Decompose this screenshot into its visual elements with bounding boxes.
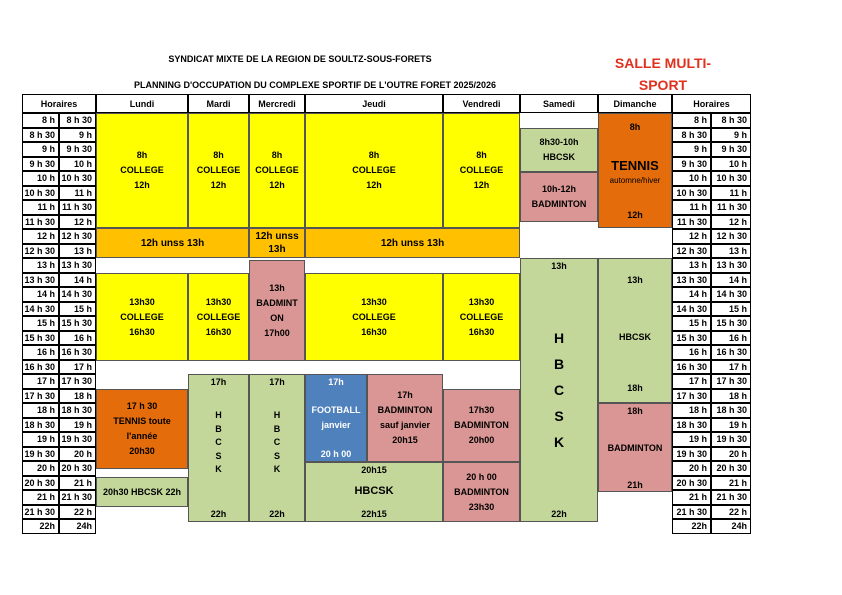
time-cell-left: 18 h 30: [59, 403, 96, 418]
time-cell-right: 12 h: [672, 229, 711, 244]
header-mardi: Mardi: [188, 94, 249, 113]
block-end: 23h30: [468, 501, 495, 512]
block-start: 13h: [551, 261, 567, 271]
letter: S: [215, 450, 222, 461]
block-end: 22h15: [361, 509, 387, 519]
block-end: 12h: [210, 180, 227, 190]
block-start: 17h30: [468, 405, 495, 415]
letter: C: [215, 437, 222, 447]
jeudi-hbcsk: [305, 462, 443, 522]
block-label: BADMINTON: [454, 420, 509, 430]
time-cell-right: 19 h: [711, 418, 751, 433]
letter: K: [215, 464, 222, 474]
block-end: 16h30: [205, 326, 232, 337]
block-end: 21h: [627, 480, 643, 490]
lundi-mardi-unss: [96, 228, 249, 258]
salle-line1: SALLE MULTI-: [614, 55, 712, 71]
block-end: 18h: [627, 383, 643, 393]
block-label: COLLEGE: [120, 165, 164, 175]
time-cell-left: 17 h 30: [59, 374, 96, 389]
time-cell-left: 17 h: [22, 374, 59, 389]
time-cell-right: 19 h 30: [711, 432, 751, 447]
time-cell-left: 12 h 30: [22, 244, 59, 259]
time-cell-right: 13 h: [711, 244, 751, 259]
block-label: TENNIS toute: [113, 416, 171, 426]
block-end: 12h: [269, 180, 285, 190]
time-cell-left: 18 h 30: [22, 418, 59, 433]
samedi-hbcsk-pm: [520, 258, 598, 522]
block-label: HBCSK: [354, 485, 394, 497]
salle-line2: SPORT: [638, 77, 688, 93]
block-start: 8h: [629, 122, 641, 132]
planning-grid: [22, 94, 751, 538]
block-label: 12h unss 13h: [140, 237, 205, 249]
block-sub: sauf janvier: [379, 420, 431, 430]
time-cell-right: 14 h: [672, 287, 711, 302]
time-cell-right: 20 h: [711, 447, 751, 462]
block-end: 12h: [134, 180, 150, 190]
time-cell-right: 18 h 30: [672, 418, 711, 433]
vendredi-badminton-2: [443, 462, 520, 522]
time-cell-left: 10 h 30: [59, 171, 96, 186]
samedi-badminton-am: [520, 172, 598, 222]
block-end: 16h30: [361, 326, 387, 337]
time-cell-left: 8 h: [22, 113, 59, 128]
header-vendredi: Vendredi: [443, 94, 520, 113]
block-label: BADMINTON: [607, 443, 663, 453]
vendredi-college-pm: [443, 273, 520, 361]
samedi-hbcsk-am: [520, 128, 598, 172]
mercredi-badminton-pm: [249, 260, 305, 361]
block-start: 8h: [213, 150, 224, 160]
block-start: 20h15: [361, 465, 387, 475]
time-cell-right: 21 h: [711, 476, 751, 491]
time-cell-left: 14 h: [22, 287, 59, 302]
time-cell-left: 9 h: [22, 142, 59, 157]
time-cell-right: 15 h: [672, 316, 711, 331]
time-cell-right: 10 h 30: [711, 171, 751, 186]
block-label: FOOTBALL: [311, 405, 361, 415]
time-cell-left: 10 h: [22, 171, 59, 186]
block-label: COLLEGE: [352, 165, 396, 175]
time-cell-right: 11 h: [672, 200, 711, 215]
time-cell-left: 13 h 30: [22, 273, 59, 288]
letter: B: [215, 423, 222, 434]
salle-title: [603, 52, 723, 96]
lundi-tennis: [96, 389, 188, 469]
time-cell-left: 15 h: [59, 302, 96, 317]
dimanche-tennis: [598, 113, 672, 228]
header-jeudi: Jeudi: [305, 94, 443, 113]
time-cell-left: 15 h 30: [22, 331, 59, 346]
time-cell-right: 9 h 30: [711, 142, 751, 157]
time-cell-left: 22h: [22, 519, 59, 534]
block-label: COLLEGE: [120, 311, 164, 322]
time-cell-right: 14 h 30: [672, 302, 711, 317]
block-start: 13h30: [129, 296, 155, 307]
block-start: 17h: [210, 377, 227, 387]
block-end: 20h30: [129, 446, 155, 456]
lundi-college-am: [96, 113, 188, 228]
block-label: COLLEGE: [196, 311, 241, 322]
block-start: 13h30: [205, 296, 232, 307]
block-end: 22h: [269, 509, 285, 519]
block-end: 22h: [551, 509, 567, 519]
time-cell-right: 12 h 30: [711, 229, 751, 244]
letter: H: [215, 410, 222, 420]
time-cell-left: 11 h 30: [22, 215, 59, 230]
jeudi-vendredi-unss: [305, 228, 520, 258]
time-cell-right: 16 h 30: [672, 360, 711, 375]
time-cell-right: 13 h 30: [672, 273, 711, 288]
letter: K: [273, 464, 281, 474]
time-cell-left: 21 h 30: [22, 505, 59, 520]
time-cell-right: 16 h: [711, 331, 751, 346]
planning-title: PLANNING D'OCCUPATION DU COMPLEXE SPORTIF DE L'OUTRE FORET 2025/2026: [134, 80, 496, 90]
header-horaires-left: Horaires: [22, 94, 96, 113]
time-cell-left: 13 h: [59, 244, 96, 259]
letter: K: [553, 434, 565, 450]
block-end: 12h: [366, 180, 382, 190]
organisation-title: SYNDICAT MIXTE DE LA REGION DE SOULTZ-SOUS-FORETS: [168, 54, 432, 64]
time-cell-left: 20 h 30: [59, 461, 96, 476]
time-cell-right: 15 h 30: [672, 331, 711, 346]
block-end: 22h: [210, 509, 227, 519]
time-cell-right: 18 h 30: [711, 403, 751, 418]
letter: H: [553, 330, 565, 346]
time-cell-left: 9 h: [59, 128, 96, 143]
lundi-hbcsk: [96, 477, 188, 507]
mardi-college-pm: [188, 273, 249, 361]
block-start: 8h: [271, 150, 283, 160]
mardi-hbcsk: [188, 374, 249, 522]
block-start: 13h: [627, 275, 643, 285]
time-cell-left: 17 h: [59, 360, 96, 375]
time-cell-right: 8 h 30: [711, 113, 751, 128]
letter: C: [553, 382, 565, 398]
time-cell-right: 16 h 30: [711, 345, 751, 360]
header-samedi: Samedi: [520, 94, 598, 113]
block-label: HBCSK: [618, 332, 651, 342]
time-cell-left: 14 h 30: [59, 287, 96, 302]
time-cell-left: 19 h: [22, 432, 59, 447]
block-start: 13h30: [361, 296, 387, 307]
time-cell-left: 11 h 30: [59, 200, 96, 215]
block-start: 17h: [397, 390, 413, 400]
time-cell-left: 12 h: [59, 215, 96, 230]
time-cell-left: 21 h: [22, 490, 59, 505]
samedi-hbcsk-letters: [521, 325, 597, 455]
block-label: 12h unss: [255, 231, 299, 242]
time-cell-right: 21 h 30: [711, 490, 751, 505]
block-start: 20 h 00: [466, 471, 497, 482]
block-end: 16h30: [468, 326, 495, 337]
block-label: TENNIS: [611, 158, 659, 173]
letter: B: [553, 356, 565, 372]
header-mercredi: Mercredi: [249, 94, 305, 113]
time-cell-left: 11 h: [59, 186, 96, 201]
block-end: 20h15: [392, 435, 418, 445]
time-cell-left: 11 h: [22, 200, 59, 215]
time-cell-left: 17 h 30: [22, 389, 59, 404]
block-start: 8h30-10h: [539, 137, 579, 147]
time-cell-left: 19 h: [59, 418, 96, 433]
time-cell-right: 17 h 30: [672, 389, 711, 404]
time-cell-left: 13 h: [22, 258, 59, 273]
block-start: 17h: [269, 377, 285, 387]
time-cell-right: 14 h: [711, 273, 751, 288]
time-cell-left: 13 h 30: [59, 258, 96, 273]
letter: C: [273, 437, 281, 447]
block-start: 13h: [269, 282, 285, 293]
time-cell-left: 16 h 30: [22, 360, 59, 375]
jeudi-badminton: [367, 374, 443, 462]
block-end: 20 h 00: [320, 449, 352, 459]
time-cell-left: 8 h 30: [22, 128, 59, 143]
time-cell-right: 13 h 30: [711, 258, 751, 273]
block-label: HBCSK: [542, 152, 575, 162]
block-end: 20h00: [468, 435, 495, 445]
block-label: BADMINTON: [454, 486, 509, 497]
time-cell-left: 14 h 30: [22, 302, 59, 317]
letter: S: [554, 408, 564, 424]
mercredi-hbcsk-letters: [250, 409, 304, 477]
time-cell-left: 24h: [59, 519, 96, 534]
vendredi-college-am: [443, 113, 520, 228]
time-cell-right: 17 h: [711, 360, 751, 375]
block-start: 8h: [136, 150, 148, 160]
block-sub: automne/hiver: [609, 176, 661, 185]
header-horaires-right: Horaires: [672, 94, 751, 113]
letter: B: [273, 423, 281, 434]
time-cell-left: 15 h: [22, 316, 59, 331]
time-cell-left: 12 h 30: [59, 229, 96, 244]
block-start: 18h: [627, 406, 643, 416]
time-cell-left: 21 h: [59, 476, 96, 491]
time-cell-right: 10 h: [672, 171, 711, 186]
block-label: COLLEGE: [352, 311, 396, 322]
time-cell-right: 22h: [672, 519, 711, 534]
time-cell-left: 20 h: [59, 447, 96, 462]
jeudi-college-pm: [305, 273, 443, 361]
block-label: BADMINTON: [531, 199, 587, 209]
block-start: 8h: [476, 150, 487, 160]
time-cell-left: 21 h 30: [59, 490, 96, 505]
time-cell-right: 9 h: [711, 128, 751, 143]
block-sub: l'année: [126, 431, 158, 441]
time-cell-right: 17 h 30: [711, 374, 751, 389]
block-sub: janvier: [321, 420, 351, 430]
mardi-college-am: [188, 113, 249, 228]
time-cell-left: 22 h: [59, 505, 96, 520]
dimanche-badminton: [598, 403, 672, 492]
mercredi-hbcsk: [249, 374, 305, 522]
time-cell-right: 11 h 30: [711, 200, 751, 215]
letter: H: [273, 410, 281, 420]
time-cell-right: 9 h: [672, 142, 711, 157]
time-cell-left: 16 h: [22, 345, 59, 360]
block-end: 16h30: [129, 326, 155, 337]
time-cell-left: 19 h 30: [59, 432, 96, 447]
time-cell-right: 17 h: [672, 374, 711, 389]
block-start: 17h: [328, 377, 344, 387]
time-cell-left: 19 h 30: [22, 447, 59, 462]
time-cell-right: 15 h: [711, 302, 751, 317]
block-start: 8h: [368, 150, 380, 160]
time-cell-right: 13 h: [672, 258, 711, 273]
time-cell-left: 18 h: [59, 389, 96, 404]
block-label: 20h30 HBCSK 22h: [102, 486, 182, 497]
time-cell-left: 9 h 30: [22, 157, 59, 172]
block-label: BADMINT: [256, 297, 298, 308]
dimanche-hbcsk: [598, 258, 672, 403]
time-cell-left: 10 h: [59, 157, 96, 172]
time-cell-left: 15 h 30: [59, 316, 96, 331]
time-cell-right: 14 h 30: [711, 287, 751, 302]
time-cell-right: 16 h: [672, 345, 711, 360]
jeudi-football: [305, 374, 367, 462]
block-end: 13h: [268, 244, 286, 255]
letter: S: [273, 450, 280, 461]
time-cell-right: 9 h 30: [672, 157, 711, 172]
block-label: 12h unss 13h: [380, 237, 445, 249]
vendredi-badminton-1: [443, 389, 520, 462]
time-cell-right: 8 h: [672, 113, 711, 128]
time-cell-right: 11 h: [711, 186, 751, 201]
time-cell-left: 10 h 30: [22, 186, 59, 201]
mercredi-college-am: [249, 113, 305, 228]
block-label: COLLEGE: [459, 311, 504, 322]
time-cell-right: 21 h 30: [672, 505, 711, 520]
jeudi-college-am: [305, 113, 443, 228]
header-lundi: Lundi: [96, 94, 188, 113]
time-cell-right: 19 h 30: [672, 447, 711, 462]
mercredi-unss: [249, 228, 305, 258]
block-start: 13h30: [468, 296, 495, 307]
block-label: COLLEGE: [459, 165, 504, 175]
time-cell-left: 18 h: [22, 403, 59, 418]
time-cell-right: 8 h 30: [672, 128, 711, 143]
time-cell-right: 22 h: [711, 505, 751, 520]
mardi-hbcsk-letters: [189, 409, 248, 477]
time-cell-left: 12 h: [22, 229, 59, 244]
block-end: 17h00: [264, 327, 290, 338]
time-cell-left: 16 h 30: [59, 345, 96, 360]
time-cell-right: 11 h 30: [672, 215, 711, 230]
lundi-college-pm: [96, 273, 188, 361]
time-cell-right: 10 h: [711, 157, 751, 172]
time-cell-right: 24h: [711, 519, 751, 534]
time-cell-right: 19 h: [672, 432, 711, 447]
block-start: 17 h 30: [126, 401, 158, 411]
block-label-2: ON: [270, 312, 284, 323]
time-cell-left: 20 h: [22, 461, 59, 476]
time-cell-right: 20 h 30: [711, 461, 751, 476]
time-cell-right: 15 h 30: [711, 316, 751, 331]
block-end: 12h: [627, 210, 643, 220]
time-cell-right: 12 h: [711, 215, 751, 230]
header-dimanche: Dimanche: [598, 94, 672, 113]
block-label: COLLEGE: [196, 165, 241, 175]
block-label: COLLEGE: [255, 165, 299, 175]
time-cell-right: 12 h 30: [672, 244, 711, 259]
block-end: 12h: [473, 180, 490, 190]
time-cell-right: 20 h: [672, 461, 711, 476]
time-cell-left: 20 h 30: [22, 476, 59, 491]
block-start: 10h-12h: [541, 184, 576, 194]
time-cell-left: 14 h: [59, 273, 96, 288]
time-cell-right: 21 h: [672, 490, 711, 505]
time-cell-left: 8 h 30: [59, 113, 96, 128]
block-label: BADMINTON: [377, 405, 433, 415]
time-cell-right: 10 h 30: [672, 186, 711, 201]
time-cell-left: 16 h: [59, 331, 96, 346]
time-cell-left: 9 h 30: [59, 142, 96, 157]
time-cell-right: 18 h: [672, 403, 711, 418]
time-cell-right: 18 h: [711, 389, 751, 404]
time-cell-right: 20 h 30: [672, 476, 711, 491]
